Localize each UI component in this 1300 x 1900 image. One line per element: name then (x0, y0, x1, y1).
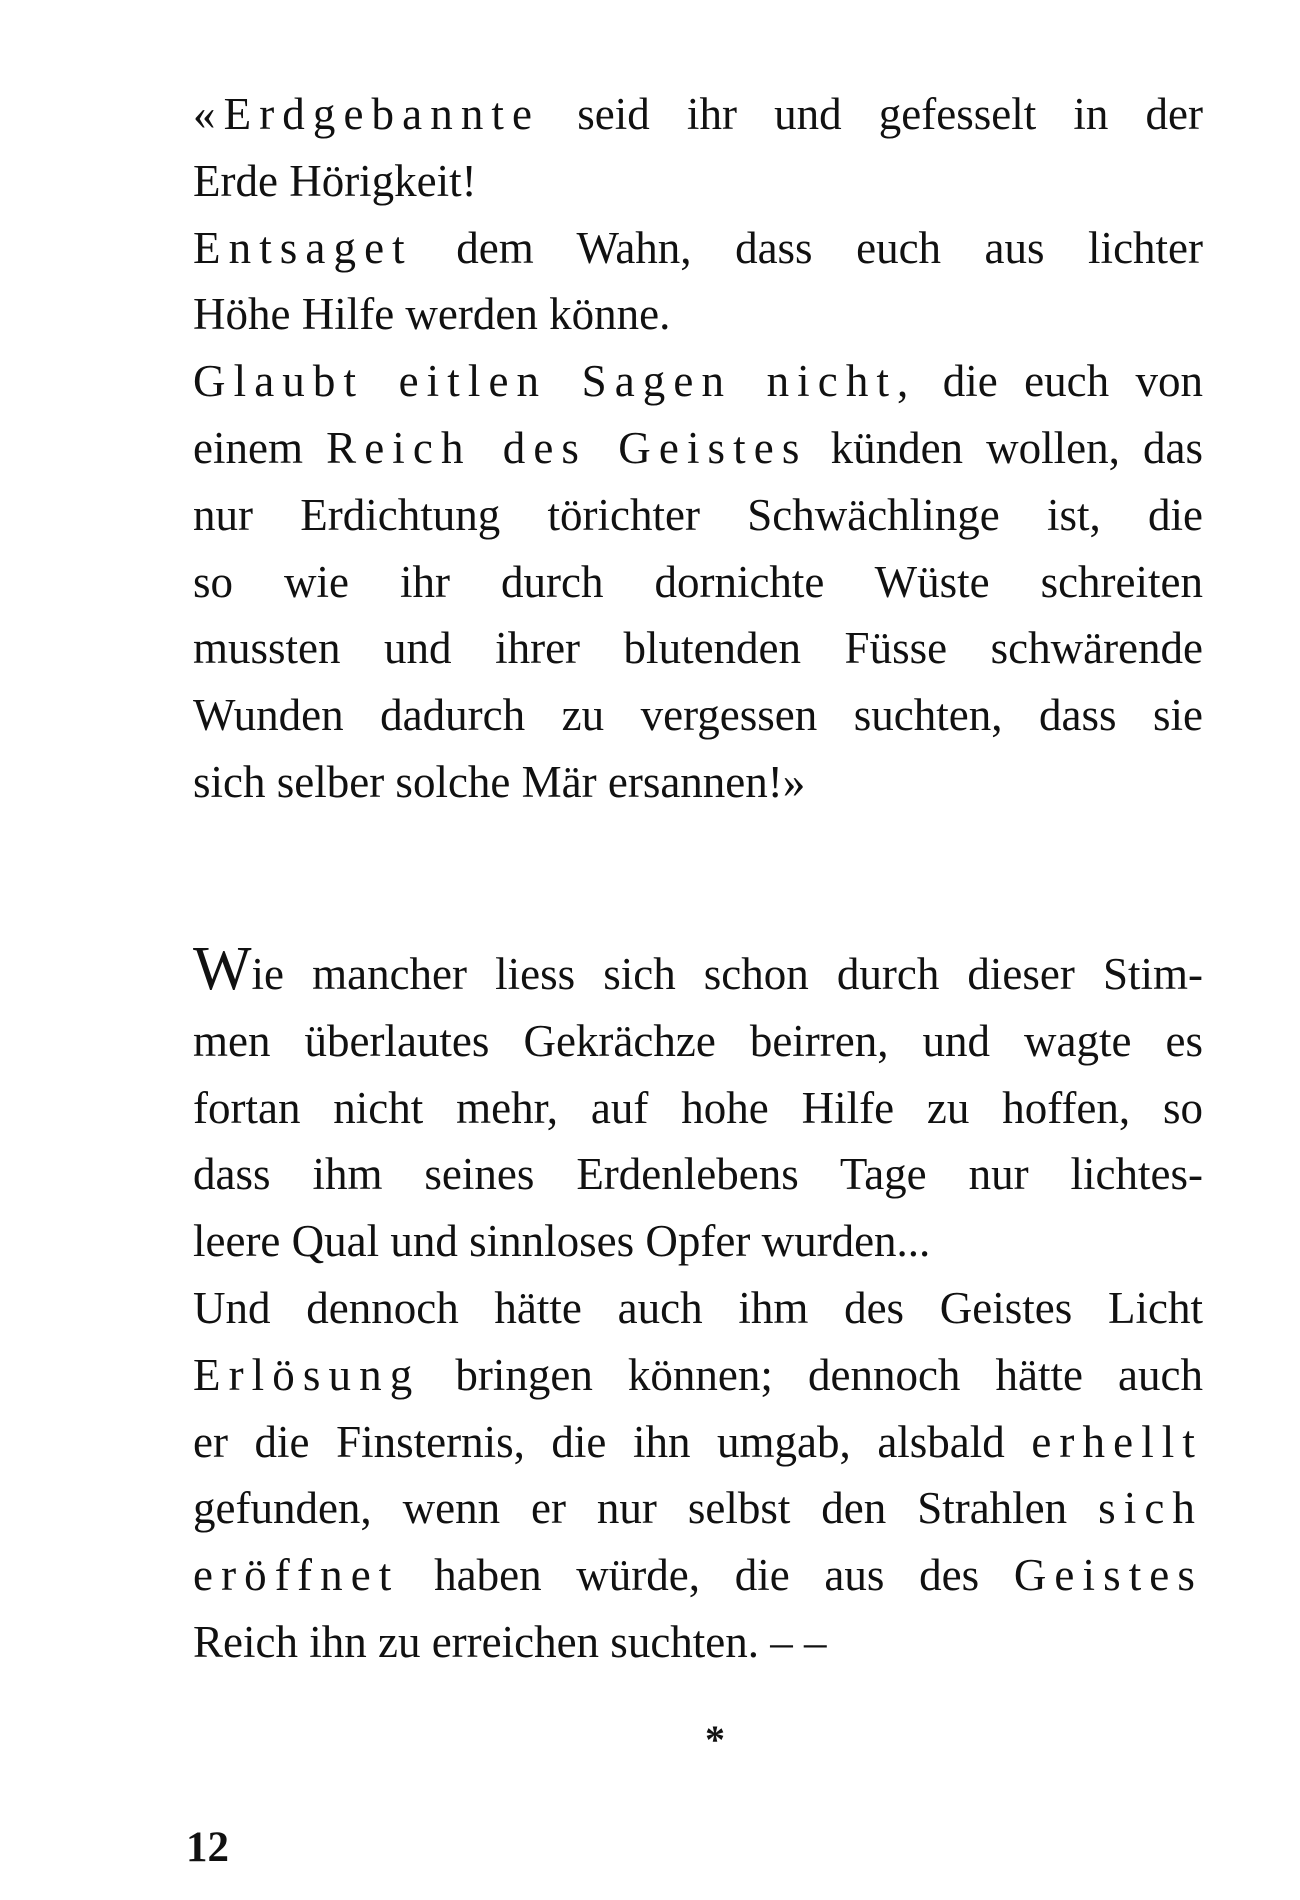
spaced-text: eröffnet (193, 1550, 400, 1601)
text-run: seid ihr und gefesselt in der (540, 89, 1203, 139)
text-run: mussten und ihrer blutenden Füsse schwärende (193, 623, 1203, 674)
spaced-text: Erlösung (193, 1349, 421, 1400)
text-line (193, 415, 1203, 482)
text-line (193, 1075, 1203, 1142)
text-line (193, 281, 1203, 348)
text-run: künden wollen, das (807, 422, 1204, 473)
text-run: ie mancher liess sich schon durch dieser Stim- (251, 949, 1203, 999)
section-ornament: * (705, 1717, 725, 1762)
spaced-text: «Erdgebannte (193, 89, 541, 139)
page-number: 12 (186, 1824, 229, 1871)
spaced-text: Glaubt eitlen Sagen nicht, (193, 356, 917, 407)
text-line (193, 1008, 1203, 1075)
text-run: so wie ihr durch dornichte Wüste schreiten (193, 556, 1203, 607)
text-run: er die Finsternis, die ihn umgab, alsbald (193, 1416, 1032, 1467)
spaced-text: erhellt (1031, 1416, 1203, 1467)
text-line (193, 148, 1203, 215)
text-run: nur Erdichtung törichter Schwächlinge ist, die (193, 489, 1203, 540)
text-run: einem (193, 422, 327, 473)
text-run: Höhe Hilfe werden könne. (193, 289, 671, 340)
text-run: bringen können; dennoch hätte auch (420, 1349, 1203, 1400)
text-run: dem Wahn, dass euch aus lichter (412, 222, 1203, 273)
passage-narrative (193, 935, 1203, 1676)
text-line (193, 549, 1203, 616)
text-line (193, 1141, 1203, 1208)
text-run: Wunden dadurch zu vergessen suchten, dass sie (193, 690, 1203, 741)
text-run: Erde Hörigkeit! (193, 155, 477, 206)
text-line (193, 1208, 1203, 1275)
text-run: fortan nicht mehr, auf hohe Hilfe zu hoffen, so (193, 1082, 1203, 1133)
text-line (193, 348, 1203, 415)
passage-quote (193, 81, 1203, 816)
text-line (193, 1409, 1203, 1476)
text-line (193, 81, 1203, 148)
text-run: men überlautes Gekrächze beirren, und wagte es (193, 1015, 1203, 1066)
text-line (193, 1475, 1203, 1542)
text-run: sich selber solche Mär ersannen!» (193, 756, 806, 807)
text-run: Reich ihn zu erreichen suchten. – – (193, 1616, 827, 1667)
text-line (193, 1342, 1203, 1409)
text-line (193, 1609, 1203, 1676)
text-run: gefunden, wenn er nur selbst den Strahlen (193, 1483, 1099, 1534)
text-run: Und dennoch hätte auch ihm des Geistes Licht (193, 1282, 1203, 1333)
text-line (193, 749, 1203, 816)
text-line (193, 1275, 1203, 1342)
text-line (193, 215, 1203, 282)
text-line (193, 1542, 1203, 1609)
spaced-text: Entsaget (193, 222, 413, 273)
text-run: leere Qual und sinnloses Opfer wurden... (193, 1216, 931, 1267)
text-run: dass ihm seines Erdenlebens Tage nur lichtes- (193, 1149, 1203, 1200)
drop-cap: W (193, 935, 252, 1003)
text-run: haben würde, die aus des (399, 1550, 1014, 1601)
spaced-text: Geistes (1013, 1550, 1203, 1601)
spaced-text: sich (1098, 1483, 1203, 1534)
text-line (193, 682, 1203, 749)
text-line (193, 935, 1203, 1008)
spaced-text: Reich des Geistes (326, 422, 808, 473)
text-run: die euch von (916, 356, 1203, 407)
text-line (193, 482, 1203, 549)
text-line (193, 615, 1203, 682)
